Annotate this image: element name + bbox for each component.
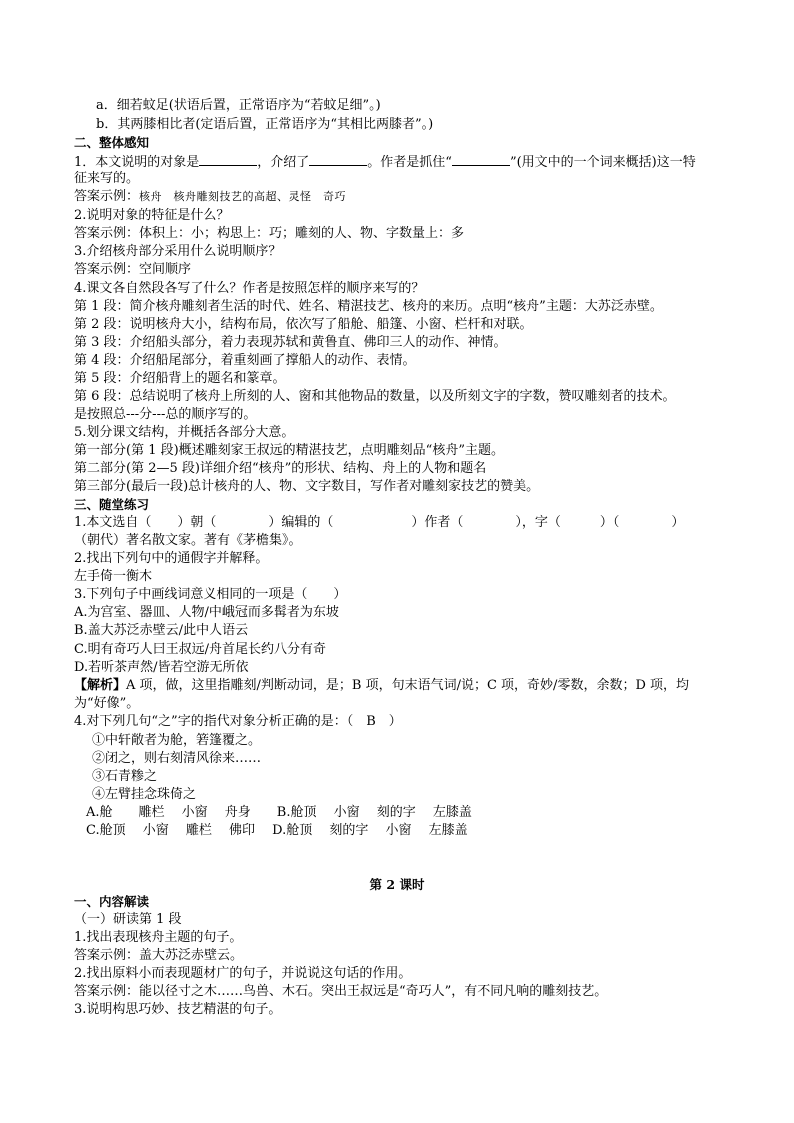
- practice-question-1: 1.本文选自（ ）朝（ ）编辑的（ ）作者（ ），字（ ）（ ）: [74, 515, 685, 530]
- practice-question-2-sentence: 左手倚一衡木: [74, 569, 153, 584]
- practice-question-4: 4.对下列几句“之”字的指代对象分析正确的是：（ B ）: [74, 714, 402, 729]
- handwritten-answer: 核舟 核舟雕刻技艺的高超、灵怪 奇巧: [139, 190, 347, 203]
- lesson2-question-1: 1.找出表现核舟主题的句子。: [74, 930, 243, 945]
- question-5: 5.划分课文结构，并概括各部分大意。: [74, 425, 295, 440]
- sentence-4: ④左臂挂念珠倚之: [92, 787, 197, 802]
- paragraph-summary-3: 第 3 段：介绍船头部分，着力表现苏轼和黄鲁直、佛印三人的动作、神情。: [74, 335, 507, 350]
- paragraph-summary-4: 第 4 段：介绍船尾部分，着重刻画了撑船人的动作、表情。: [74, 353, 416, 368]
- subheading-paragraph-1: （一）研读第 1 段: [74, 912, 182, 927]
- section-heading-overall: 二、整体感知: [74, 135, 150, 150]
- paragraph-summary-6: 第 6 段：总结说明了核舟上所刻的人、窗和其他物品的数量，以及所刻文字的字数，赞叹雕刻者的技术。: [74, 389, 676, 404]
- question-2: 2.说明对象的特征是什么？: [74, 208, 230, 223]
- option-c: C.明有奇巧人曰王叔远/舟首尾长约八分有奇: [74, 642, 326, 657]
- paragraph-summary-2: 第 2 段：说明核舟大小，结构布局，依次写了船舱、船篷、小窗、栏杆和对联。: [74, 317, 533, 332]
- structure-part-3: 第三部分(最后一段)总计核舟的人、物、文字数目，写作者对雕刻家技艺的赞美。: [74, 479, 540, 494]
- analysis: [74, 677, 689, 695]
- question-3: 3.介绍核舟部分采用什么说明顺序？: [74, 244, 282, 259]
- paragraph-summary-1: 第 1 段：简介核舟雕刻者生活的时代、姓名、精湛技艺、核舟的来历。点明“核舟”主题：大苏泛赤壁。: [74, 299, 663, 314]
- structure-order: 是按照总---分---总的顺序写的。: [74, 407, 257, 422]
- blank-1: [199, 152, 257, 166]
- answer-2: 答案示例：体积上：小；构思上：巧；雕刻的人、物、字数量上：多: [74, 226, 465, 241]
- lesson-title: 第 2 课时: [369, 877, 425, 892]
- paragraph-summary-5: 第 5 段：介绍船背上的题名和篆章。: [74, 371, 286, 386]
- practice-question-1-continued: （朝代）著名散文家。著有《茅檐集》。: [74, 533, 302, 548]
- lesson2-question-2: 2.找出原料小而表现题材广的句子，并说说这句话的作用。: [74, 966, 412, 981]
- choice-row-cd: C.舱顶 小窗 雕栏 佛印 D.舱顶 刻的字 小窗 左膝盖: [86, 823, 468, 838]
- review-item-b: b．其两膝相比者(定语后置，正常语序为“其相比两膝者”。): [96, 117, 434, 132]
- practice-question-2: 2.找出下列句中的通假字并解释。: [74, 551, 269, 566]
- q1-text-a: 1．本文说明的对象是: [74, 155, 200, 170]
- q1-text-c: 。作者是抓住“: [367, 155, 452, 170]
- question-4: 4.课文各自然段各写了什么？作者是按照怎样的顺序来写的？: [74, 281, 425, 296]
- question-1: [74, 152, 696, 172]
- option-b: B.盖大苏泛赤壁云/此中人语云: [74, 623, 249, 638]
- analysis-continued: 为“好像”。: [74, 696, 140, 711]
- sentence-1: ①中轩敞者为舱，箬篷覆之。: [92, 733, 262, 748]
- analysis-text: A 项，做，这里指雕刻/判断动词，是；B 项，句末语气词/说；C 项，奇妙/零数，余数；D 项，均: [126, 678, 689, 693]
- section-heading-content: 一、内容解读: [74, 894, 150, 909]
- option-a: A.为宫室、器皿、人物/中峨冠而多髯者为东坡: [74, 605, 339, 620]
- structure-part-1: 第一部分(第 1 段)概述雕刻家王叔远的精湛技艺，点明雕刻品“核舟”主题。: [74, 443, 504, 458]
- answer-3: 答案示例：空间顺序: [74, 262, 192, 277]
- sentence-3: ③石青糁之: [92, 769, 158, 784]
- blank-2: [309, 152, 367, 166]
- blank-3: [452, 152, 510, 166]
- review-item-a: a．细若蚊足(状语后置，正常语序为“若蚊足细”。): [96, 98, 381, 113]
- answer-1: [74, 188, 346, 206]
- section-heading-practice: 三、随堂练习: [74, 497, 150, 512]
- practice-question-3: 3.下列句子中画线词意义相同的一项是（ ）: [74, 587, 347, 602]
- lesson2-answer-1: 答案示例：盖大苏泛赤壁云。: [74, 948, 244, 963]
- question-1-continued: 征来写的。: [74, 171, 140, 186]
- sentence-2: ②闭之，则右刻清风徐来……: [92, 751, 262, 766]
- analysis-label: 【解析】: [74, 678, 127, 693]
- lesson2-answer-2: 答案示例：能以径寸之木……鸟兽、木石。突出王叔远是“奇巧人”，有不同凡响的雕刻技艺。: [74, 984, 608, 999]
- structure-part-2: 第二部分(第 2—5 段)详细介绍“核舟”的形状、结构、舟上的人物和题名: [74, 461, 487, 476]
- lesson2-question-3: 3.说明构思巧妙、技艺精湛的句子。: [74, 1002, 282, 1017]
- answer-label: 答案示例：: [74, 189, 140, 204]
- choice-row-ab: A.舱 雕栏 小窗 舟身 B.舱顶 小窗 刻的字 左膝盖: [86, 805, 472, 820]
- q1-text-d: ”(用文中的一个词来概括)这一特: [509, 155, 696, 170]
- q1-text-b: ，介绍了: [257, 155, 310, 170]
- option-d: D.若听茶声然/皆若空游无所依: [74, 660, 249, 675]
